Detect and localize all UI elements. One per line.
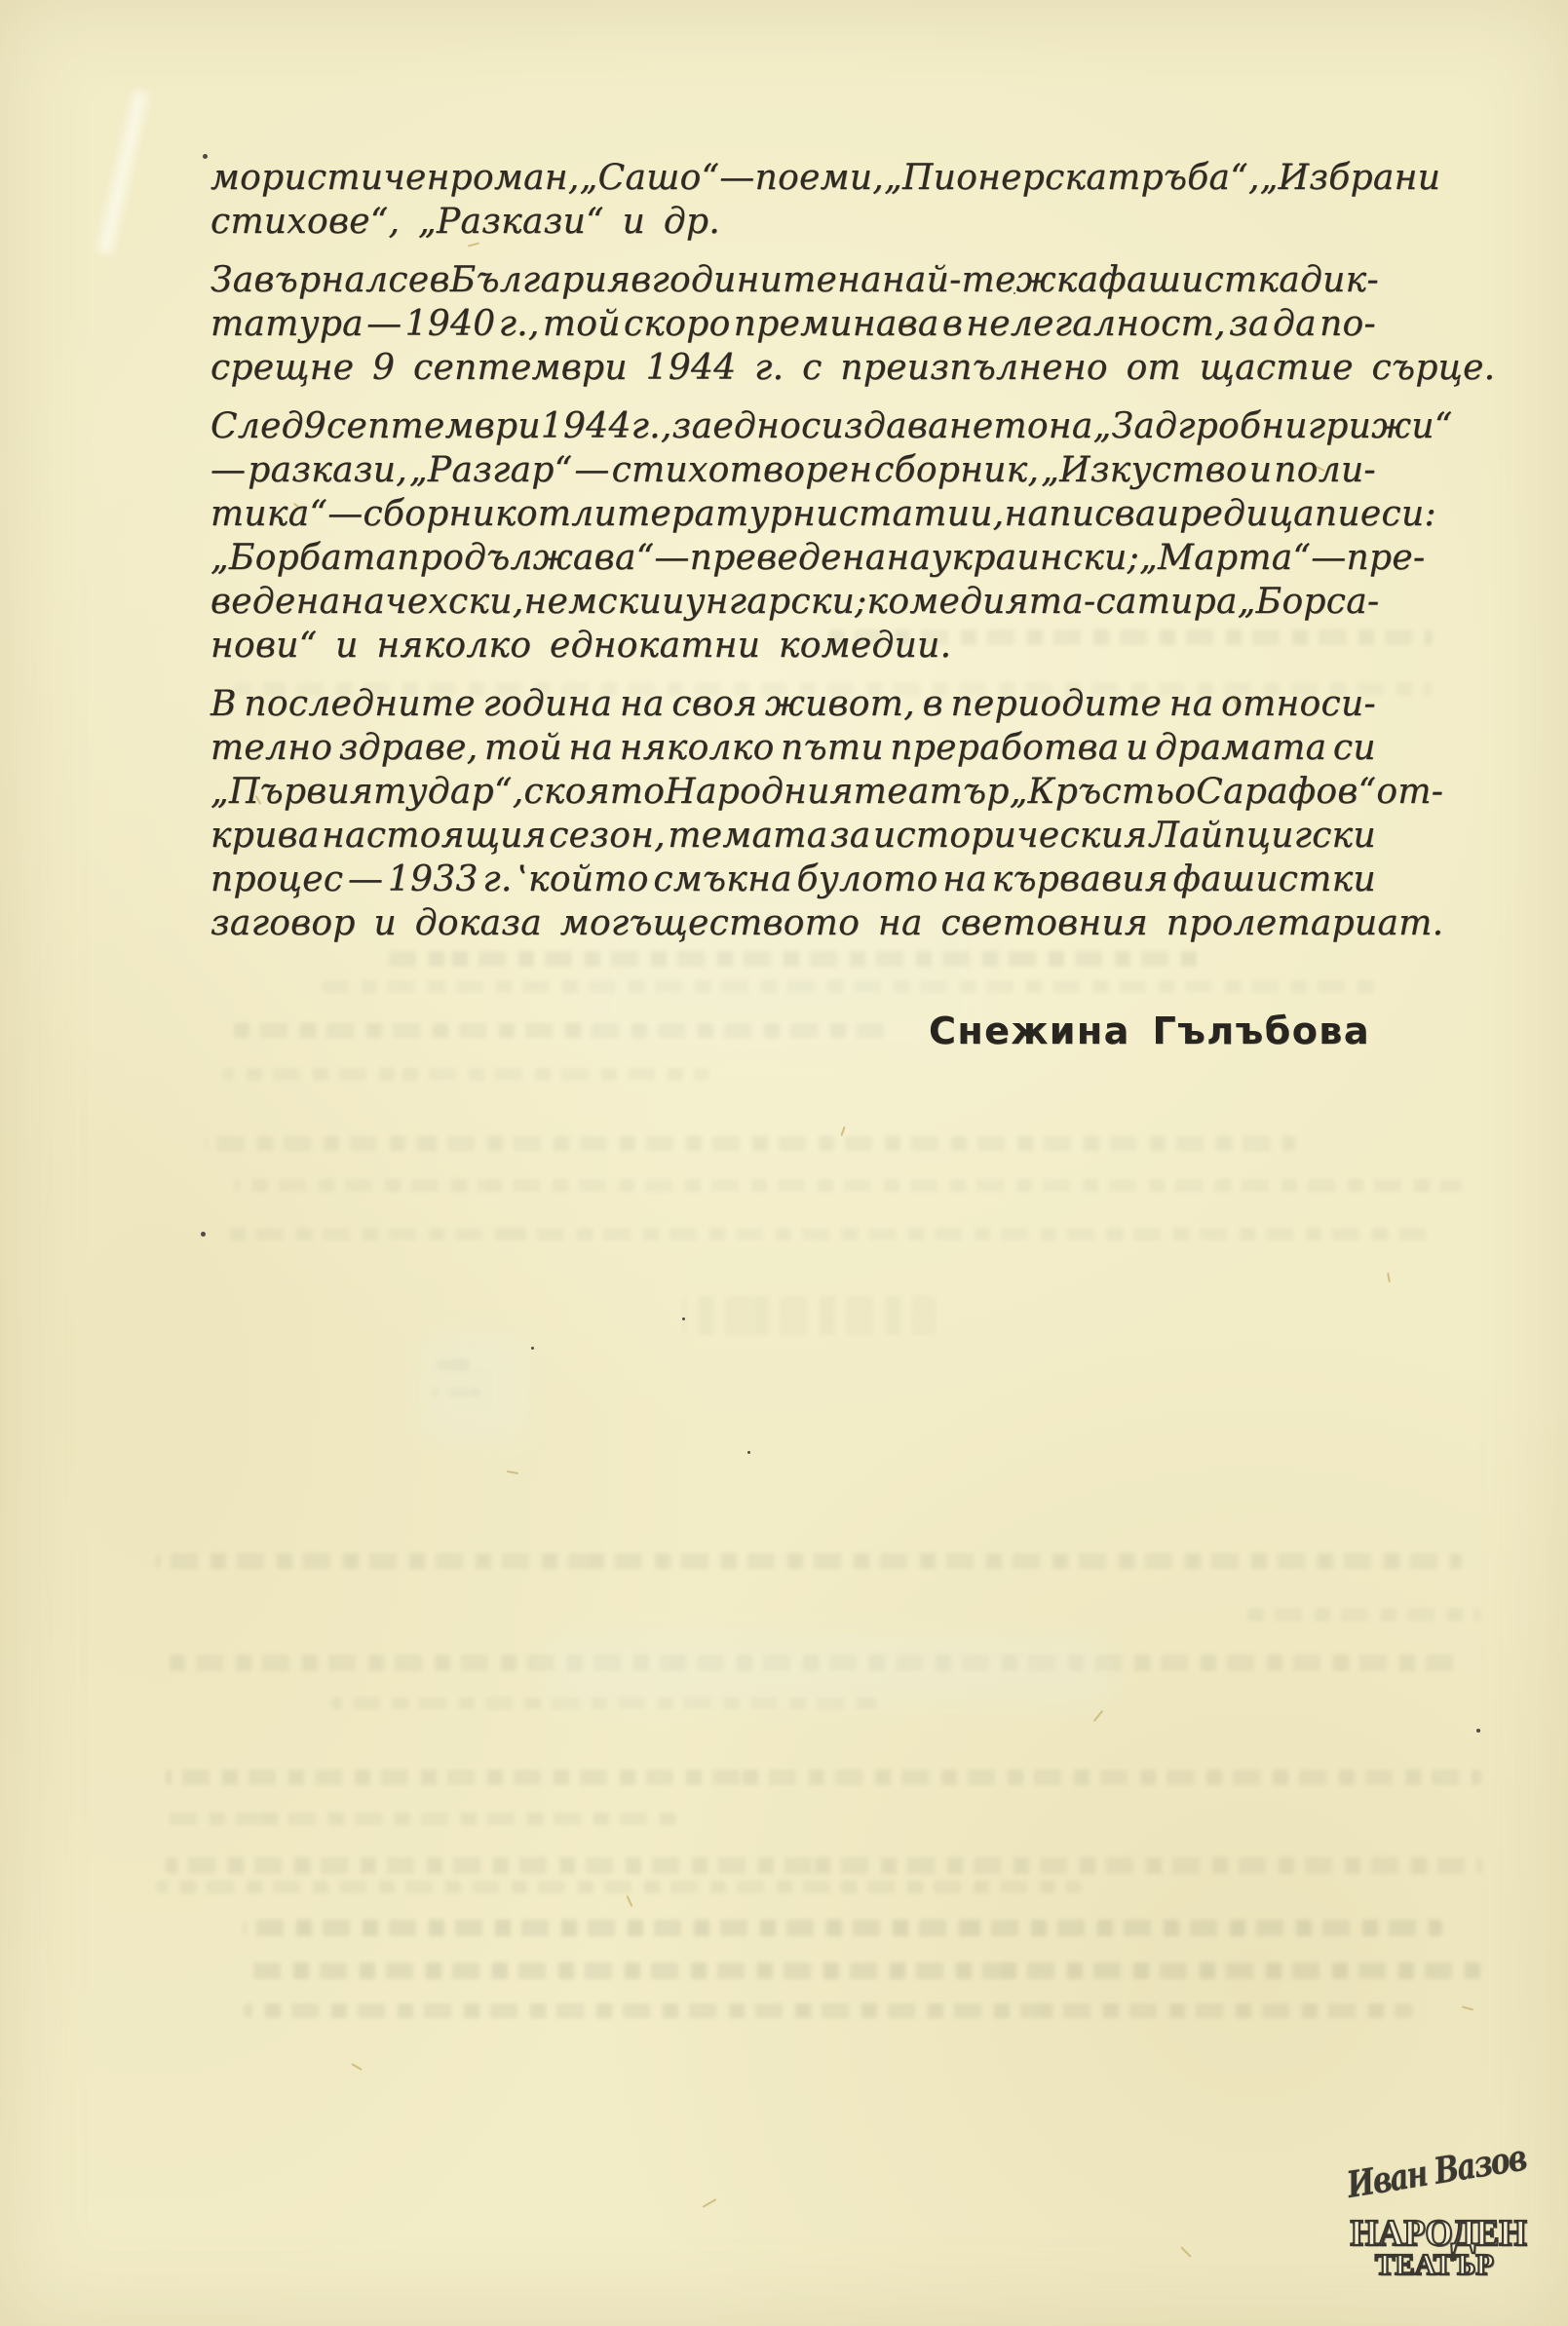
paper-fiber xyxy=(627,1895,633,1907)
text-line: „Борбата продължава“ — преведена на украински ; „Марта“ — пре- xyxy=(210,538,1426,578)
text-line: След 9 септември 1944 г., заедно с издаването на „Задгробни грижи“ xyxy=(210,406,1453,446)
ink-speck xyxy=(203,154,208,159)
paragraph xyxy=(210,258,1496,390)
text-line: заговор и доказа могъществото на световния пролетариат. xyxy=(210,903,1444,943)
body-text xyxy=(210,156,1496,945)
paper-fiber xyxy=(1180,2246,1191,2257)
text-line: телно здраве, той на няколко пъти преработва и драмата си xyxy=(210,728,1376,768)
showthrough-band xyxy=(682,1296,936,1335)
text-line: ведена на чехски, немски и унгарски ; комедията-сатира „Борса- xyxy=(210,582,1380,622)
showthrough-band xyxy=(156,1553,1462,1569)
text-line: срещне 9 септември 1944 г. с преизпълнено от щастие сърце. xyxy=(210,348,1496,388)
paper-patch xyxy=(546,1637,1111,1705)
national-theatre-stamp xyxy=(1344,2135,1529,2286)
ink-speck xyxy=(531,1347,534,1350)
paper-fiber xyxy=(351,2063,362,2071)
showthrough-band xyxy=(205,1136,1296,1151)
text-line: Завърнал се в България в годините на най-тежка фашистка дик- xyxy=(210,260,1379,300)
text-line: мористичен роман, „Сашо“ — поеми, „Пионерска тръба“, „Избрани xyxy=(210,158,1441,198)
text-line: стихове“, „Разкази“ и др. xyxy=(210,202,721,242)
ink-speck xyxy=(682,1317,685,1320)
showthrough-band xyxy=(234,1179,1462,1192)
text-line: В последните година на своя живот, в периодите на относи- xyxy=(210,684,1376,724)
showthrough-band xyxy=(244,2003,1413,2018)
ivan-vazov-script-mark: Иван Вазов xyxy=(1344,2135,1529,2206)
showthrough-band xyxy=(244,1963,1481,1979)
text-line: „Първият удар“, с която Народния театър „Кръстьо Сарафов“ от- xyxy=(210,772,1444,812)
text-line: тика“ — сборник от литературни статии, написва и редица пиеси : xyxy=(210,494,1436,534)
text-line: татура — 1940 г., той скоро преминава в нелегалност, за да по- xyxy=(210,304,1376,344)
showthrough-band xyxy=(244,1920,1442,1936)
showthrough-band xyxy=(156,1881,1082,1893)
paper-patch xyxy=(419,1335,526,1442)
stamp-word-naroden: НАРОДЕН xyxy=(1350,2213,1527,2254)
paragraph xyxy=(210,682,1444,945)
text-line: нови“ и няколко еднокатни комедии. xyxy=(210,626,952,666)
text-line: крива настоящия сезон, темата за историческия Лайпцигски xyxy=(210,816,1376,856)
paper-fiber xyxy=(507,1470,518,1474)
paper-fiber xyxy=(703,2198,717,2208)
showthrough-band xyxy=(1247,1608,1481,1621)
paragraph xyxy=(210,404,1453,667)
paragraph xyxy=(210,156,1441,244)
showthrough-band xyxy=(166,1812,682,1825)
paper-fiber xyxy=(1093,1710,1104,1722)
ink-speck xyxy=(747,1451,750,1454)
paper-fiber xyxy=(1462,2005,1473,2010)
showthrough-band xyxy=(222,1068,709,1081)
text-line: — разкази, „Разгар“ — стихотворен сборник, „Изкуство и поли- xyxy=(210,450,1376,490)
stamp-word-teatar: ТЕАТЪР xyxy=(1375,2247,1494,2281)
ink-speck xyxy=(201,1232,206,1237)
author-signature: Снежина Гълъбова xyxy=(929,1010,1370,1052)
showthrough-band xyxy=(222,1228,1431,1240)
scan-streak xyxy=(96,90,149,254)
ink-speck xyxy=(1476,1729,1480,1733)
showthrough-band xyxy=(166,1770,1481,1785)
showthrough-band xyxy=(166,1857,1481,1874)
text-line: процес — 1933 г. ‛който смъкна булото на кървавия фашистки xyxy=(210,859,1376,899)
paper-fiber xyxy=(1387,1273,1391,1282)
paper-fiber xyxy=(840,1126,845,1136)
